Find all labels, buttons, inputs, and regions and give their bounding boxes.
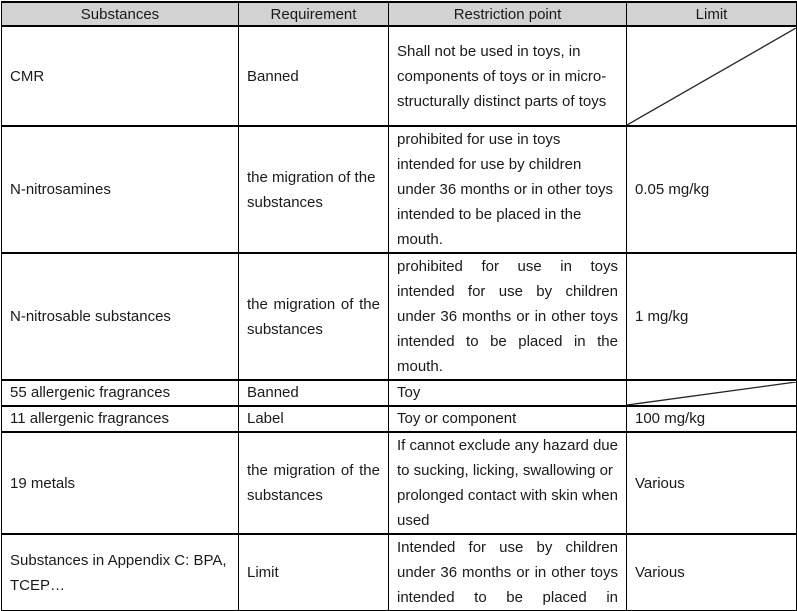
cell-substance: Substances in Appendix C: BPA, TCEP… — [2, 534, 239, 611]
table-row — [2, 534, 797, 611]
column-header-requirement: Requirement — [239, 2, 389, 26]
cell-requirement: the migration of the substances — [239, 432, 389, 534]
cell-restriction-point: prohibited for use in toys intended for use by children under 36 months or in other toys intended to be placed in the mouth. — [389, 253, 627, 380]
cell-requirement: Banned — [239, 26, 389, 126]
cell-requirement: the migration of the substances — [239, 126, 389, 253]
cell-substance: N-nitrosable substances — [2, 253, 239, 380]
cell-requirement: Banned — [239, 380, 389, 406]
table-row — [2, 432, 797, 534]
column-header-restriction-point: Restriction point — [389, 2, 627, 26]
cell-limit: Various — [627, 432, 797, 534]
table-row — [2, 253, 797, 380]
cell-substance: 11 allergenic fragrances — [2, 406, 239, 432]
cell-restriction-point: Toy or component — [389, 406, 627, 432]
table-row — [2, 26, 797, 126]
cell-substance: 55 allergenic fragrances — [2, 380, 239, 406]
cell-substance: N-nitrosamines — [2, 126, 239, 253]
table-row — [2, 380, 797, 406]
cell-restriction-point: Intended for use by children under 36 months or in other toys intended to be placed in — [389, 534, 627, 611]
cell-limit: 0.05 mg/kg — [627, 126, 797, 253]
cell-limit — [627, 380, 797, 406]
cell-limit: 1 mg/kg — [627, 253, 797, 380]
cell-restriction-point: Toy — [389, 380, 627, 406]
cell-requirement: Limit — [239, 534, 389, 611]
substances-restriction-table — [1, 1, 797, 611]
cell-restriction-point: If cannot exclude any hazard due to sucking, licking, swallowing or prolonged contact with skin when used — [389, 432, 627, 534]
diagonal-slash-icon — [627, 28, 796, 125]
column-header-limit: Limit — [627, 2, 797, 26]
cell-limit: 100 mg/kg — [627, 406, 797, 432]
cell-restriction-point: Shall not be used in toys, in components of toys or in micro-structurally distinct parts of toys — [389, 26, 627, 126]
header-row — [2, 2, 797, 26]
cell-substance: 19 metals — [2, 432, 239, 534]
cell-limit — [627, 26, 797, 126]
cell-requirement: the migration of the substances — [239, 253, 389, 380]
cell-requirement: Label — [239, 406, 389, 432]
cell-limit: Various — [627, 534, 797, 611]
column-header-substances: Substances — [2, 2, 239, 26]
table-row — [2, 126, 797, 253]
diagonal-slash-icon — [627, 382, 796, 405]
cell-restriction-point: prohibited for use in toys intended for use by children under 36 months or in other toys intended to be placed in the mouth. — [389, 126, 627, 253]
table-row — [2, 406, 797, 432]
cell-substance: CMR — [2, 26, 239, 126]
